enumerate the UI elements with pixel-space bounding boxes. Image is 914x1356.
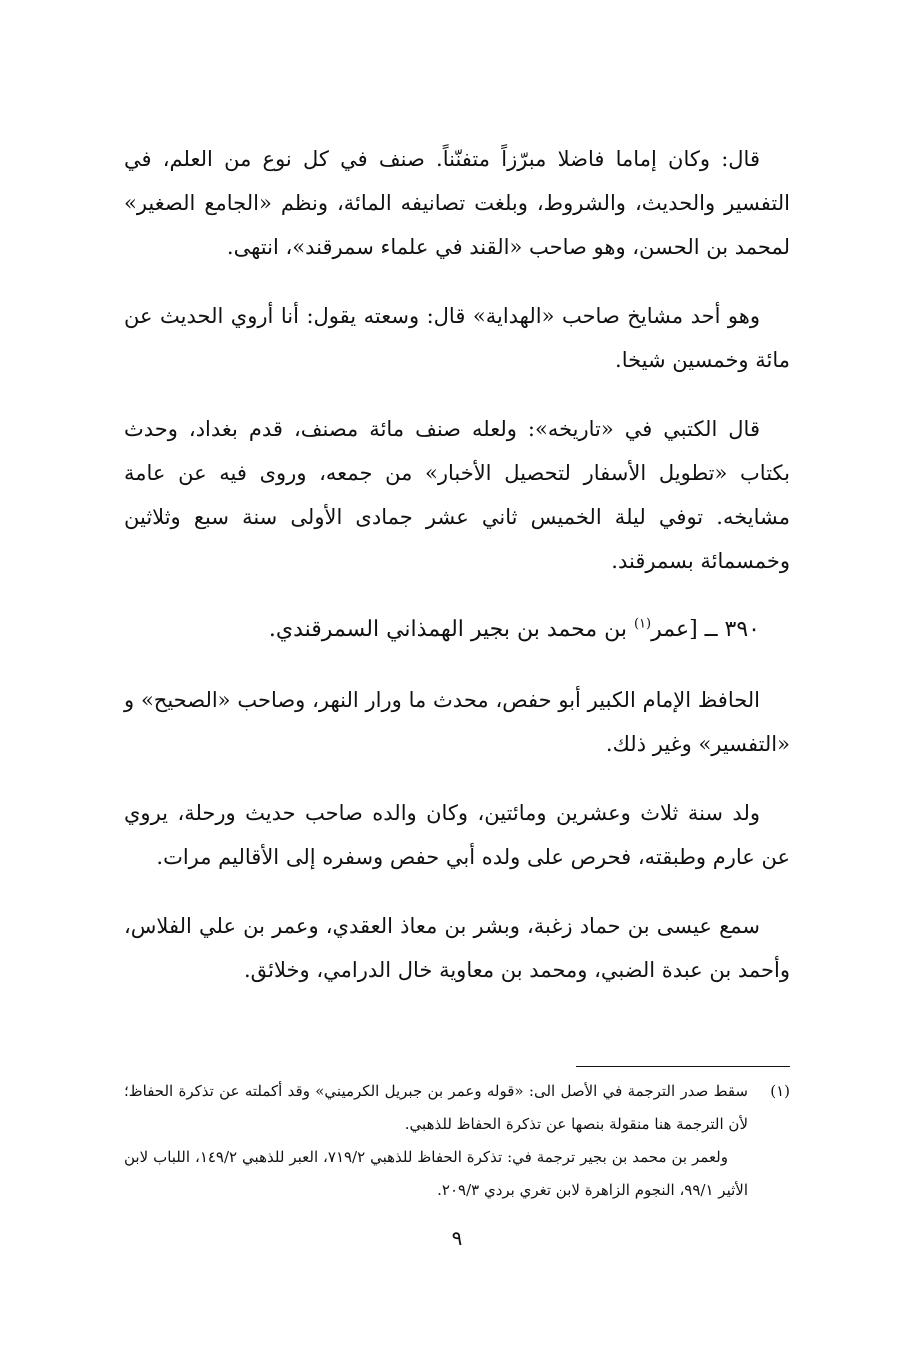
footnote-continuation: ولعمر بن محمد بن بجير ترجمة في: تذكرة الحفاظ للذهبي ٧١٩/٢، العبر للذهبي ١٤٩/٢، اللباب لابن الأثير ٩٩/١، النجوم الزاهرة لابن تغري بردي ٢٠٩/٣. — [124, 1148, 748, 1199]
page-number: ٩ — [451, 1226, 463, 1250]
footnote-number: (١) — [770, 1082, 790, 1100]
footnote-divider — [576, 1066, 790, 1067]
entry-heading — [124, 608, 790, 652]
paragraph-5: ولد سنة ثلاث وعشرين ومائتين، وكان والده صاحب حديث ورحلة، يروي عن عارم وطبقته، فحرص على ولده أبي حفص وسفره إلى الأقاليم مرات. — [124, 801, 790, 869]
footnote-1 — [124, 1075, 790, 1141]
entry-number-name: ٣٩٠ ــ [عمر — [651, 617, 760, 642]
footnote-text: سقط صدر الترجمة في الأصل الى: «قوله وعمر بن جبريل الكرميني» وقد أكملته عن تذكرة الحفاظ؛ لأن الترجمة هنا منقولة بنصها عن تذكرة الحفاظ للذهبي. — [124, 1082, 748, 1133]
paragraph-1: قال: وكان إماما فاضلا مبرّزاً متفنّناً. صنف في كل نوع من العلم، في التفسير والحديث، والشروط، وبلغت تصانيفه المائة، ونظم «الجامع الصغير» لمحمد بن الحسن، وهو صاحب «القند في علماء سمرقند»، انتهى. — [124, 147, 790, 259]
paragraph-4: الحافظ الإمام الكبير أبو حفص، محدث ما ورار النهر، وصاحب «الصحيح» و «التفسير» وغير ذلك. — [124, 688, 790, 756]
paragraph-6: سمع عيسى بن حماد زغبة، وبشر بن معاذ العقدي، وعمر بن علي الفلاس، وأحمد بن عبدة الضبي، ومحمد بن معاوية خال الدرامي، وخلائق. — [124, 914, 790, 982]
paragraph-3: قال الكتبي في «تاريخه»: ولعله صنف مائة مصنف، قدم بغداد، وحدث بكتاب «تطويل الأسفار لتحصيل الأخبار» من جمعه، وروى فيه عن عامة مشايخه. توفي ليلة الخميس ثاني عشر جمادى الأولى سنة سبع وثلاثين وخمسمائة بسمرقند. — [124, 417, 790, 573]
footnotes-section — [124, 1066, 790, 1207]
main-text — [124, 137, 790, 1017]
entry-name-rest: بن محمد بن بجير الهمذاني السمرقندي. — [268, 617, 634, 642]
paragraph-2: وهو أحد مشايخ صاحب «الهداية» قال: وسعته يقول: أنا أروي الحديث عن مائة وخمسين شيخا. — [124, 304, 790, 372]
footnote-ref[interactable]: (١) — [633, 616, 652, 632]
